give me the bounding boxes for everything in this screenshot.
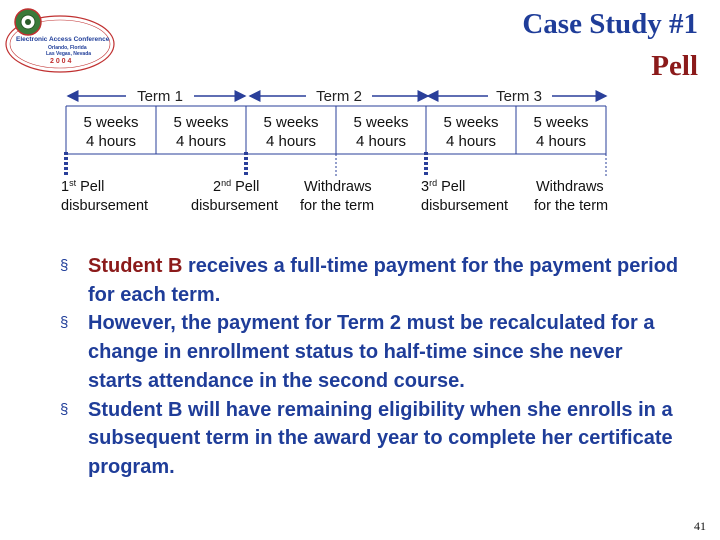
course-hours: 4 hours: [445, 133, 497, 150]
term-labels: [0, 88, 720, 106]
course-hours: 4 hours: [535, 133, 587, 150]
event-markers: [66, 152, 426, 176]
event-label: Pell: [235, 179, 260, 195]
bullet-text: Student B will have remaining eligibility when she enrolls in a subsequent term in the award year to complete her certificate program.: [88, 398, 673, 478]
course-cell: [161, 113, 241, 151]
event-withdraw-term-2: [300, 178, 374, 216]
ordinal-suffix: st: [69, 178, 77, 188]
ordinal-number: 1: [61, 179, 70, 195]
course-hours: 4 hours: [85, 133, 137, 150]
course-cell: [251, 113, 331, 151]
ordinal-number: 2: [213, 179, 222, 195]
event-label: Pell: [80, 179, 105, 195]
bullet-marker: §: [60, 400, 69, 418]
bullet-text: receives a full-time payment for the payment period for each term.: [88, 255, 679, 306]
logo-line3: Las Vegas, Nevada: [46, 51, 92, 57]
bullet-marker: §: [60, 314, 69, 332]
bullet-accent: Student B: [88, 255, 183, 277]
event-line1: Withdraws: [536, 179, 604, 195]
course-cell: [71, 113, 151, 151]
event-line2: disbursement: [191, 198, 279, 214]
course-weeks: 5 weeks: [173, 114, 229, 131]
course-cell: [341, 113, 421, 151]
course-weeks: 5 weeks: [263, 114, 319, 131]
withdraw-markers: [336, 154, 606, 178]
conference-logo: [4, 4, 116, 76]
event-line2: for the term: [300, 198, 375, 214]
logo-year: 2 0 0 4: [50, 58, 72, 65]
logo-line1: Electronic Access Conference: [16, 36, 110, 43]
course-weeks: 5 weeks: [533, 114, 589, 131]
course-weeks: 5 weeks: [353, 114, 409, 131]
event-line2: disbursement: [421, 198, 509, 214]
course-weeks: 5 weeks: [443, 114, 499, 131]
event-line1: Withdraws: [304, 179, 372, 195]
ordinal-suffix: rd: [429, 178, 438, 188]
ordinal-suffix: nd: [221, 178, 232, 188]
term-1-label: Term 1: [137, 88, 183, 105]
event-line2: for the term: [534, 198, 609, 214]
term-3-label: Term 3: [496, 88, 542, 105]
course-cell: [521, 113, 601, 151]
bullet-item: [60, 309, 680, 395]
slide-title: Case Study #1: [522, 8, 698, 40]
ordinal-number: 3: [421, 179, 430, 195]
term-2-label: Term 2: [316, 88, 362, 105]
bullet-item: [60, 396, 680, 482]
course-hours: 4 hours: [355, 133, 407, 150]
bullet-list: [60, 252, 680, 482]
logo-line2: Orlando, Florida: [48, 45, 87, 51]
slide-subtitle: Pell: [651, 50, 698, 82]
course-weeks: 5 weeks: [83, 114, 139, 131]
course-hours: 4 hours: [265, 133, 317, 150]
course-hours: 4 hours: [175, 133, 227, 150]
bullet-text: However, the payment for Term 2 must be recalculated for a change in enrollment status to half-time since she never starts attendance in the second course.: [88, 312, 655, 392]
event-line2: disbursement: [61, 198, 149, 214]
event-withdraw-term-3: [534, 178, 608, 216]
event-pell-2: [191, 178, 295, 216]
page-number: 41: [694, 519, 706, 533]
course-cell: [431, 113, 511, 151]
bullet-marker: §: [60, 257, 69, 274]
event-label: Pell: [441, 179, 466, 195]
event-pell-1: [61, 178, 148, 216]
bullet-item: [60, 252, 680, 309]
event-pell-3: [421, 178, 508, 216]
